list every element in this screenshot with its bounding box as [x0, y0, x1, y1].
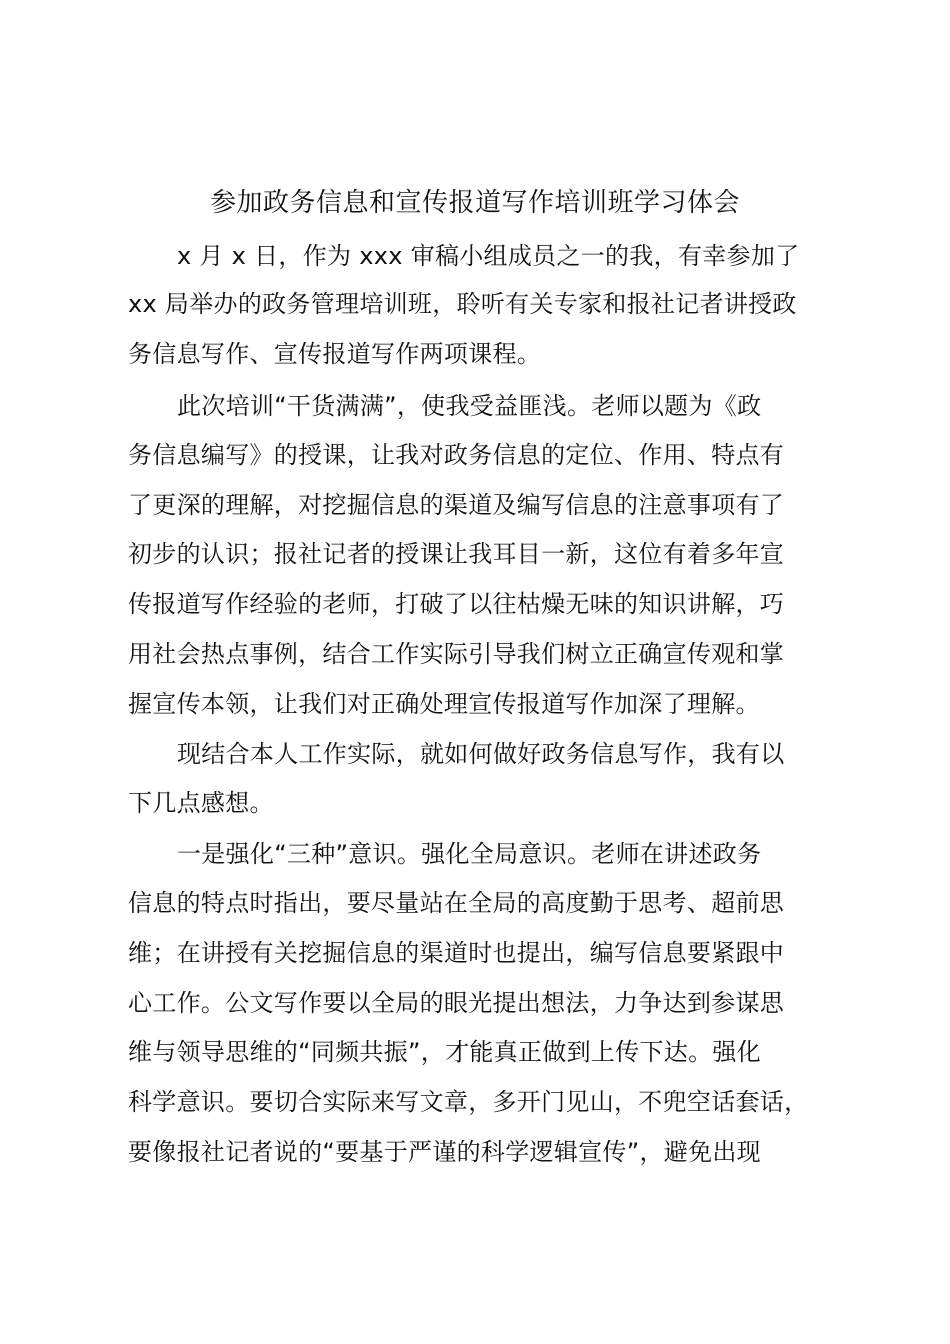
paragraph-line: 信息的特点时指出，要尽量站在全局的高度勤于思考、超前思 [128, 889, 785, 917]
paragraph-line: 一是强化“三种”意识。强化全局意识。老师在讲述政务 [177, 840, 762, 868]
paragraph-line: 现结合本人工作实际，就如何做好政务信息写作，我有以 [177, 740, 785, 768]
paragraph-line: 务信息写作、宣传报道写作两项课程。 [128, 340, 542, 368]
paragraph-line: 科学意识。要切合实际来写文章，多开门见山，不兜空话套话， [128, 1088, 809, 1116]
paragraph-line: 要像报社记者说的“要基于严谨的科学逻辑宣传”，避免出现 [128, 1138, 761, 1166]
paragraph-line: x 月 x 日，作为 xxx 审稿小组成员之一的我，有幸参加了 [177, 242, 800, 270]
paragraph-line: 传报道写作经验的老师，打破了以往枯燥无味的知识讲解，巧 [128, 590, 785, 618]
paragraph-line: 心工作。公文写作要以全局的眼光提出想法，力争达到参谋思 [128, 989, 785, 1017]
paragraph-line: 务信息编写》的授课，让我对政务信息的定位、作用、特点有 [128, 441, 785, 469]
paragraph-line: 了更深的理解，对挖掘信息的渠道及编写信息的注意事项有了 [128, 491, 785, 519]
paragraph-line: 维；在讲授有关挖掘信息的渠道时也提出，编写信息要紧跟中 [128, 939, 785, 967]
paragraph-line: 初步的认识；报社记者的授课让我耳目一新，这位有着多年宣 [128, 540, 785, 568]
paragraph-line: xx 局举办的政务管理培训班，聆听有关专家和报社记者讲授政 [128, 290, 797, 318]
paragraph-line: 维与领导思维的“同频共振”，才能真正做到上传下达。强化 [128, 1038, 761, 1066]
paragraph-line: 下几点感想。 [128, 789, 274, 817]
paragraph-line: 握宣传本领，让我们对正确处理宣传报道写作加深了理解。 [128, 690, 760, 718]
paragraph-line: 用社会热点事例，结合工作实际引导我们树立正确宣传观和掌 [128, 640, 785, 668]
paragraph-line: 此次培训“干货满满”，使我受益匪浅。老师以题为《政 [177, 392, 762, 420]
document-title: 参加政务信息和宣传报道写作培训班学习体会 [209, 188, 740, 218]
